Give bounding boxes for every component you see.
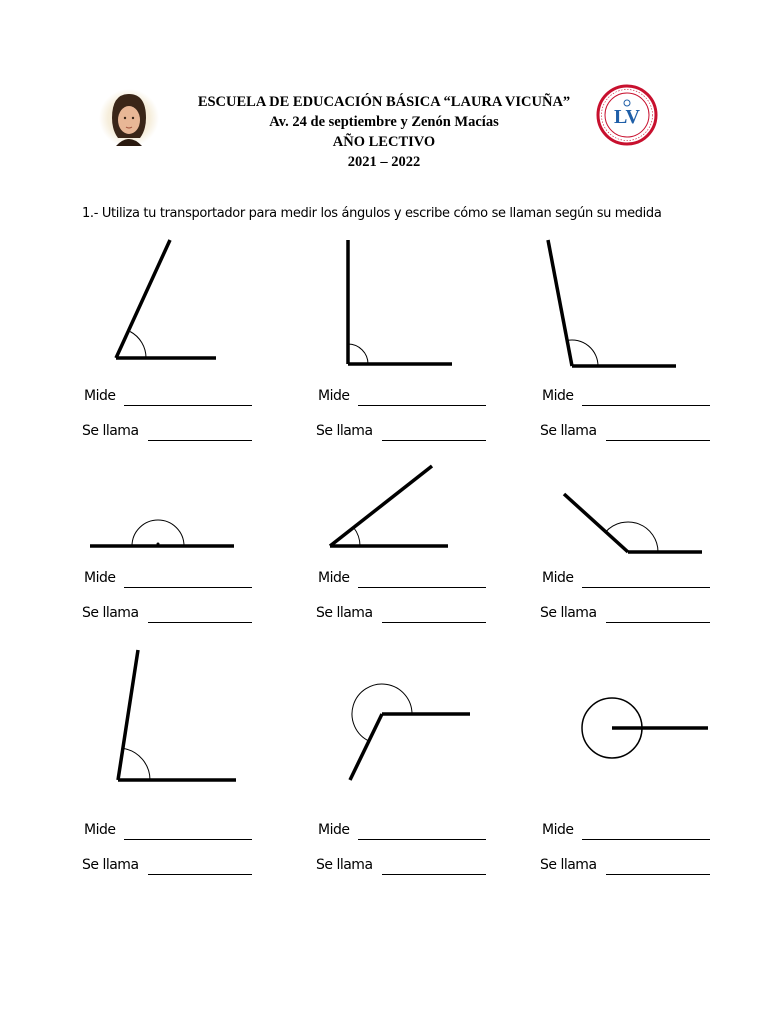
name-label: Se llama (316, 605, 373, 621)
angle-figure (86, 456, 286, 596)
measure-answer-field[interactable] (124, 587, 252, 588)
name-answer-field[interactable] (606, 440, 710, 441)
measure-label: Mide (542, 388, 574, 404)
measure-label: Mide (318, 570, 350, 586)
exercise-instruction: 1.- Utiliza tu transportador para medir los ángulos y escribe cómo se llaman según su medida (82, 206, 662, 221)
angle-arc (132, 520, 184, 546)
angle-figure (320, 648, 520, 788)
angle-arc (123, 748, 150, 780)
measure-answer-field[interactable] (358, 587, 486, 588)
school-seal-logo (596, 84, 658, 146)
angle-figure (320, 240, 520, 380)
name-answer-field[interactable] (382, 622, 486, 623)
name-answer-field[interactable] (148, 440, 252, 441)
name-answer-field[interactable] (148, 874, 252, 875)
school-year: 2021 – 2022 (347, 154, 421, 170)
angle-figure (320, 456, 520, 596)
name-label: Se llama (82, 423, 139, 439)
name-label: Se llama (540, 857, 597, 873)
measure-label: Mide (318, 822, 350, 838)
angle-figure (544, 240, 744, 380)
angle-figure (544, 648, 744, 788)
measure-label: Mide (84, 388, 116, 404)
name-answer-field[interactable] (148, 622, 252, 623)
seal-letters: LV (614, 106, 640, 128)
name-label: Se llama (316, 423, 373, 439)
measure-label: Mide (542, 822, 574, 838)
name-label: Se llama (316, 857, 373, 873)
angle-ray (564, 494, 628, 552)
angle-arc (348, 344, 368, 364)
angle-figure (86, 648, 286, 788)
name-answer-field[interactable] (382, 874, 486, 875)
angle-ray (116, 240, 170, 358)
vertex-dot (157, 543, 160, 546)
angle-figure (86, 240, 286, 380)
name-label: Se llama (540, 605, 597, 621)
school-name: ESCUELA DE EDUCACIÓN BÁSICA “LAURA VICUÑA” (197, 94, 571, 110)
angle-ray (330, 466, 432, 546)
measure-label: Mide (84, 822, 116, 838)
school-year-label: AÑO LECTIVO (332, 134, 436, 150)
measure-answer-field[interactable] (582, 405, 710, 406)
angle-figure (544, 456, 744, 596)
measure-answer-field[interactable] (124, 405, 252, 406)
name-answer-field[interactable] (606, 622, 710, 623)
angle-arc (130, 332, 146, 359)
angle-ray (350, 714, 382, 780)
measure-answer-field[interactable] (358, 839, 486, 840)
name-label: Se llama (82, 605, 139, 621)
angle-ray (548, 240, 572, 366)
name-label: Se llama (82, 857, 139, 873)
angle-arc (354, 528, 360, 547)
measure-answer-field[interactable] (124, 839, 252, 840)
angle-ray (118, 650, 138, 780)
measure-label: Mide (542, 570, 574, 586)
measure-answer-field[interactable] (358, 405, 486, 406)
measure-answer-field[interactable] (582, 839, 710, 840)
name-label: Se llama (540, 423, 597, 439)
school-address: Av. 24 de septiembre y Zenón Macías (269, 114, 499, 130)
name-answer-field[interactable] (382, 440, 486, 441)
measure-label: Mide (84, 570, 116, 586)
measure-answer-field[interactable] (582, 587, 710, 588)
name-answer-field[interactable] (606, 874, 710, 875)
measure-label: Mide (318, 388, 350, 404)
